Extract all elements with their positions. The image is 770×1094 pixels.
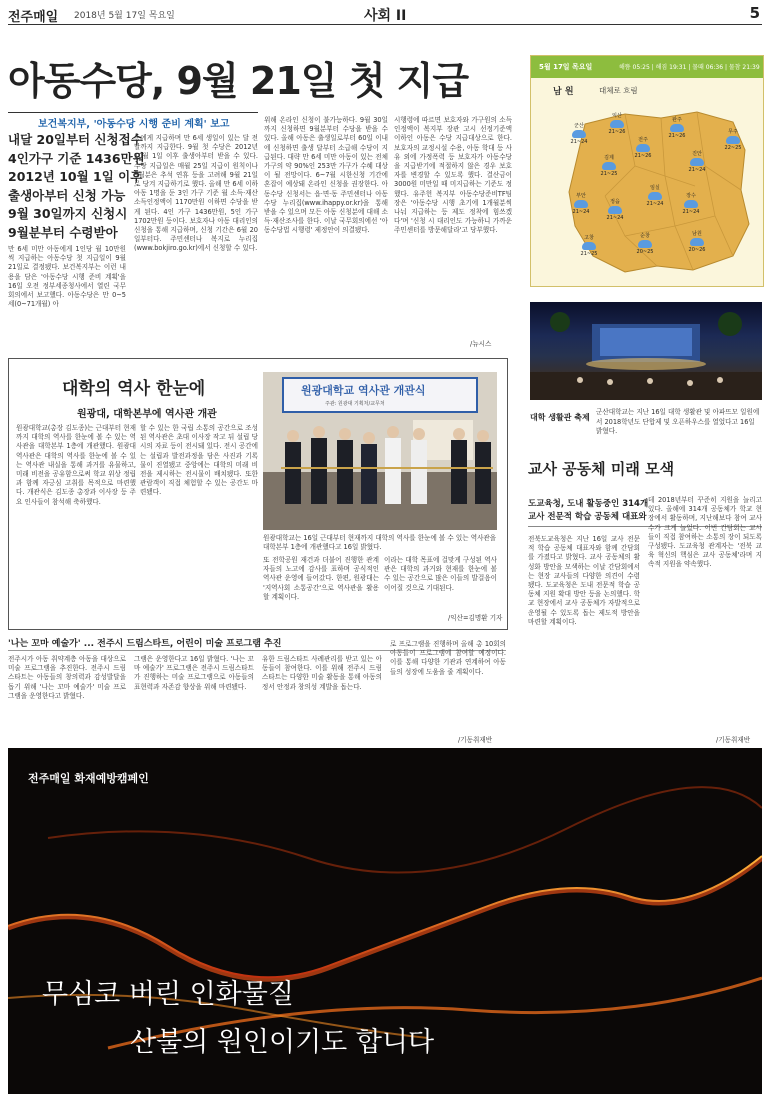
cloud-icon [610,120,624,128]
history-photo-caption: 원광대학교는 16일 근대부터 현재까지 대학의 역사를 한눈에 볼 수 있는 역사관을 대학본부 1층에 개관했다고 16일 밝혔다. [263,534,497,552]
weather-city: 완주 21~26 [668,117,686,139]
issue-date: 2018년 5월 17일 목요일 [74,11,175,21]
festival-photo-caption: 군산대학교는 지난 16일 대학 생활관 및 아파뜨모 일원에서 2018학년도 단합제 및 오픈하우스를 열었다고 16일 밝혔다. [596,408,760,435]
weather-summary: 대체로 흐림 [599,86,638,95]
festival-photo [530,302,762,400]
weather-city: 정읍 21~24 [606,199,624,221]
weather-city: 장수 21~24 [682,193,700,215]
history-body-col2: 할 수 있는 한 국립 소통의 공간으로 조성된 역사관은 초대 이사장 작고 뒤 설립 당시의 자료 등이 전시돼 있다. 전시 공간에는 설립과 발전과정을 담은 사진과 기록물이 진열됐고 중앙에는 대학의 미래 비전을 제시하는 전시물이 배치됐다. 또한 관람객이 직접 체험할 수 있는 공간도 마련됐다. [140,424,258,497]
teacher-community-title: 교사 공동체 미래 모색 [528,460,675,478]
page-number: 5 [749,4,760,22]
cloud-icon [574,200,588,208]
cloud-icon [690,158,704,166]
weather-city: 김제 21~25 [600,155,618,177]
campaign-slogan-line1: 무심코 버린 인화물질 [42,979,294,1010]
festival-stage-graphic [530,302,762,400]
history-body-col1: 원광대학교(총장 김도종)는 근대부터 현재까지 대학의 역사를 한눈에 볼 수 있는 역사관을 대학본부 1층에 개관했다. 원광대 역사관은 대학의 역사를 한눈에 볼 수 있는 역사관 내실을 통해 과거를 유물하고, 미래 비전을 공유함으로써 학교 위상 정립과 함께 자긍심 고취를 목적으로 마련했다. 개관식은 김도종 총장과 이사장 등 주요 인사들이 참석해 축하했다. [16,424,136,506]
masthead [8,4,762,25]
section-name: 사회 II [364,8,407,24]
subtitle-line: 교사 전문적 학습 공동체 대표와 [528,512,647,522]
history-hall-title: 대학의 역사 한눈에 [62,379,206,399]
cloud-icon [582,242,596,250]
teacher-body-col2: 데 2018년부터 꾸준히 지원을 늘리고 있다. 올해에 314개 공동체가 학교 현장에서 활동하며, 지난해보다 참여 교사 수가 크게 늘었다. 이번 간담회는 교사들이 직접 참여하는 소통의 장이 되도록 구성됐다. 도교육청 관계자는 '전북 교육 혁신의 핵심은 교사 공동체'라며 지속적 지원을 약속했다. [648,496,762,569]
history-body-col3: 또 전학공원 재건과 더불어 진행한 관계자들의 노고에 감사를 표하며 공식적인 역사관 운영에 들어갔다. 한편, 원광대는 '지역사회 소통공간'으로 역사관을 활용할 계획이다. [263,556,379,601]
weather-city: 순창 20~25 [636,233,654,255]
history-source: /익산=김명환 기자 [448,614,503,622]
art-body-col4: 로 프로그램을 진행하며 올해 총 10회의 아동들이 프로그램에 참여할 예정이다. 이를 통해 다양한 기관과 연계하여 아동들의 성장에 도움을 줄 계획이다. [390,640,506,676]
art-program-title: '나는 꼬마 예술가' ... 전주시 드림스타트, 어린이 미술 프로그램 추진 [8,639,282,649]
lead-body-col2: 동에게 지급하며 만 6세 생일이 있는 달 전달까지 지급한다. 9월 첫 수당은 2012년 10월 1일 이후 출생아부터 받을 수 있다. 수당 지급일은 매월 25일 지급이 원칙이나 9월분은 추석 연휴 등을 고려해 9월 21일로 당겨 지급하기로 했다. 올해 만 6세 이하 아동 1명을 둔 3인 가구 기준 월 소득·재산 소득인정액이 1170만원 이하면 수당을 받게 된다. 4인 가구 1436만원, 5인 가구 1702만원 등이다. 보호자나 아동 대리인의 신청을 통해 지급하며, 신청 기간은 6월 20일부터다. 주민센터나 복지로 누리집(www.bokjiro.go.kr)에서 신청할 수 있다. [134,134,258,253]
art-body-col3: 유한 드림스타트 사례관리를 받고 있는 아동들이 참여한다. 이를 위해 전주시 드림스타트는 다양한 미술 활동을 통해 아동의 정서 안정과 창의성 계발을 돕는다. [262,655,382,691]
weather-city: 무주 22~25 [724,129,742,151]
art-body-col1: 전주시가 아동 취약계층 아동을 대상으로 미술 프로그램을 추진한다. 전주시 드림스타트는 아동들의 창의력과 감성발달을 돕기 위해 '나는 꼬마 예술가' 미술 프로그램을 운영한다고 밝혔다. [8,655,126,700]
history-body-col4: 이라는 대학 목표에 걸맞게 구성된 역사관은 대학의 과거와 현재를 한눈에 볼 수 있는 공간으로 많은 이들의 발걸음이 이어질 것으로 기대된다. [384,556,497,592]
cloud-icon [726,136,740,144]
lead-body-col4: 시행령에 따르면 보호자와 가구원의 소득인정액이 복지부 장관 고시 선정기준액 이하인 아동은 수당 지급대상으로 한다. 보호자의 교정시설 수용, 아동 학대 등 사유 외에 가정폭력 등 보호자가 아동수당을 지급받기에 적절하지 않은 경우 보호자를 변경할 수 있도록 했다. 결산금이 3000원 미만일 때 미지급하는 기준도 정했다. 유주헌 복지부 아동수당준비TF팀장은 '아동수당 시행 초기에 1개월분씩 나눠 지급하는 등 제도 정착에 힘쓰겠다'며 '신청 시 대리인도 가능하니 가까운 주민센터를 방문해달라'고 당부했다. [394,116,512,235]
cloud-icon [636,144,650,152]
deck-line: 4인가구 기준 1436만원 [8,150,145,166]
weather-city: 부안 21~24 [572,193,590,215]
cloud-icon [670,124,684,132]
lead-body-col1: 만 6세 미만 아동에게 1인당 월 10만원씩 지급하는 아동수당 첫 지급일이 9월 21일로 결정됐다. 보건복지부는 이런 내용을 담은 '아동수당 시행 준비 계획'을 16일 오전 정부세종청사에서 열린 국무회의에서 보고했다. 아동수당은 만 0~5세(0~71개월) 아 [8,245,126,309]
weather-city: 진안 21~24 [688,151,706,173]
lead-kicker: 보건복지부, '아동수당 시행 준비 계획' 보고 [38,119,230,130]
sun-tide-times: 해뜸 05:25 | 해짐 19:31 | 물때 06:36 | 물참 21:39 [619,64,760,71]
cloud-icon [602,162,616,170]
weather-city: 고창 21~25 [580,235,598,257]
weather-city: 익산 21~26 [608,113,626,135]
deck-line: 9월분부터 수령받아 [8,224,118,240]
lead-headline: 아동수당, 9월 21일 첫 지급 [8,59,469,103]
weather-city: 전주 21~26 [634,137,652,159]
teacher-body-col1: 전북도교육청은 지난 16일 교사 전문적 학습 공동체 대표자와 함께 간담회를 가졌다고 밝혔다. 교사 공동체의 활성화 방안을 모색하는 이날 간담회에서는 현장 교사들의 다양한 의견이 수렴됐다. 도교육청은 도내 전문적 학습 공동체 지원 확대 방안 등을 논의했다. 학교 현장에서 교사 공동체가 자발적으로 운영될 수 있도록 돕는 제도적 방안을 마련할 계획이다. [528,535,640,626]
cloud-icon [572,130,586,138]
history-hall-photo [263,372,497,530]
weather-city: 임실 21~24 [646,185,664,207]
deck-line: 출생아부터 신청 가능 [8,187,126,203]
ceremony-banner: 원광대학교 역사관 개관식 [301,384,426,397]
campaign-slogan-line2: 산불의 원인이기도 합니다 [130,1027,435,1058]
weather-city: 군산 21~24 [570,123,588,145]
cloud-icon [608,206,622,214]
weather-region: 남 원 [553,87,574,97]
festival-photo-title: 대학 생활관 축제 [530,413,590,422]
weather-city: 남원 20~26 [688,231,706,253]
subtitle-line: 도교육청, 도내 활동중인 314개 [528,499,649,509]
teacher-source: /기동취재반 [716,736,751,744]
cloud-icon [690,238,704,246]
cloud-icon [684,200,698,208]
weather-header-bar [531,56,763,78]
weather-date: 5월 17일 목요일 [539,63,593,71]
campaign-label: 전주매일 화재예방캠페인 [28,772,149,785]
history-hall-subtitle: 원광대, 대학본부에 역사관 개관 [77,409,217,420]
ceremony-banner-sub: 주관: 원광대 기획처/교무처 [325,401,385,407]
weather-map [565,106,751,276]
art-body-col2: 그램은 운영한다고 16일 밝혔다. '나는 꼬마 예술가' 프로그램은 전주시 드림스타트가 진행하는 미술 프로그램으로 아동들의 표현력과 자존감 향상을 위해 마련됐다. [134,655,254,691]
deck-line: 9월 30일까지 신청시 [8,206,128,221]
weather-box [530,55,764,287]
cloud-icon [648,192,662,200]
lead-source: /뉴시스 [470,340,492,348]
lead-body-col3: 위해 온라인 신청이 불가능하다. 9월 30일까지 신청하면 9월분부터 수당을 받을 수 있다. 올해 아동은 출생일로부터 60일 이내에 신청하면 출생 달부터 소급해 수당이 지급된다. 대략 만 6세 미만 아동이 있는 전체 가구의 약 90%인 253만 가구가 수혜 대상이 될 전망이다. 6~7월 시한신청 기간에 혼잡이 예상돼 온라인 신청을 권장한다. 아동수당 신청서는 읍·면·동 주민센터나 아동수당 누리집(www.ihappy.or.kr)을 통해 받을 수 있으며 모든 아동 신청분에 대해 소득·재산조사를 한다. 이날 국무회의에선 '아동수당법 시행령' 제정안이 의결됐다. [264,116,388,235]
newspaper-logo: 전주매일 [8,10,59,25]
art-source: /기동취재반 [458,736,493,744]
deck-line: 2012년 10월 1일 이후 [8,169,143,184]
deck-line: 내달 20일부터 신청접수 [8,132,143,147]
cloud-icon [638,240,652,248]
